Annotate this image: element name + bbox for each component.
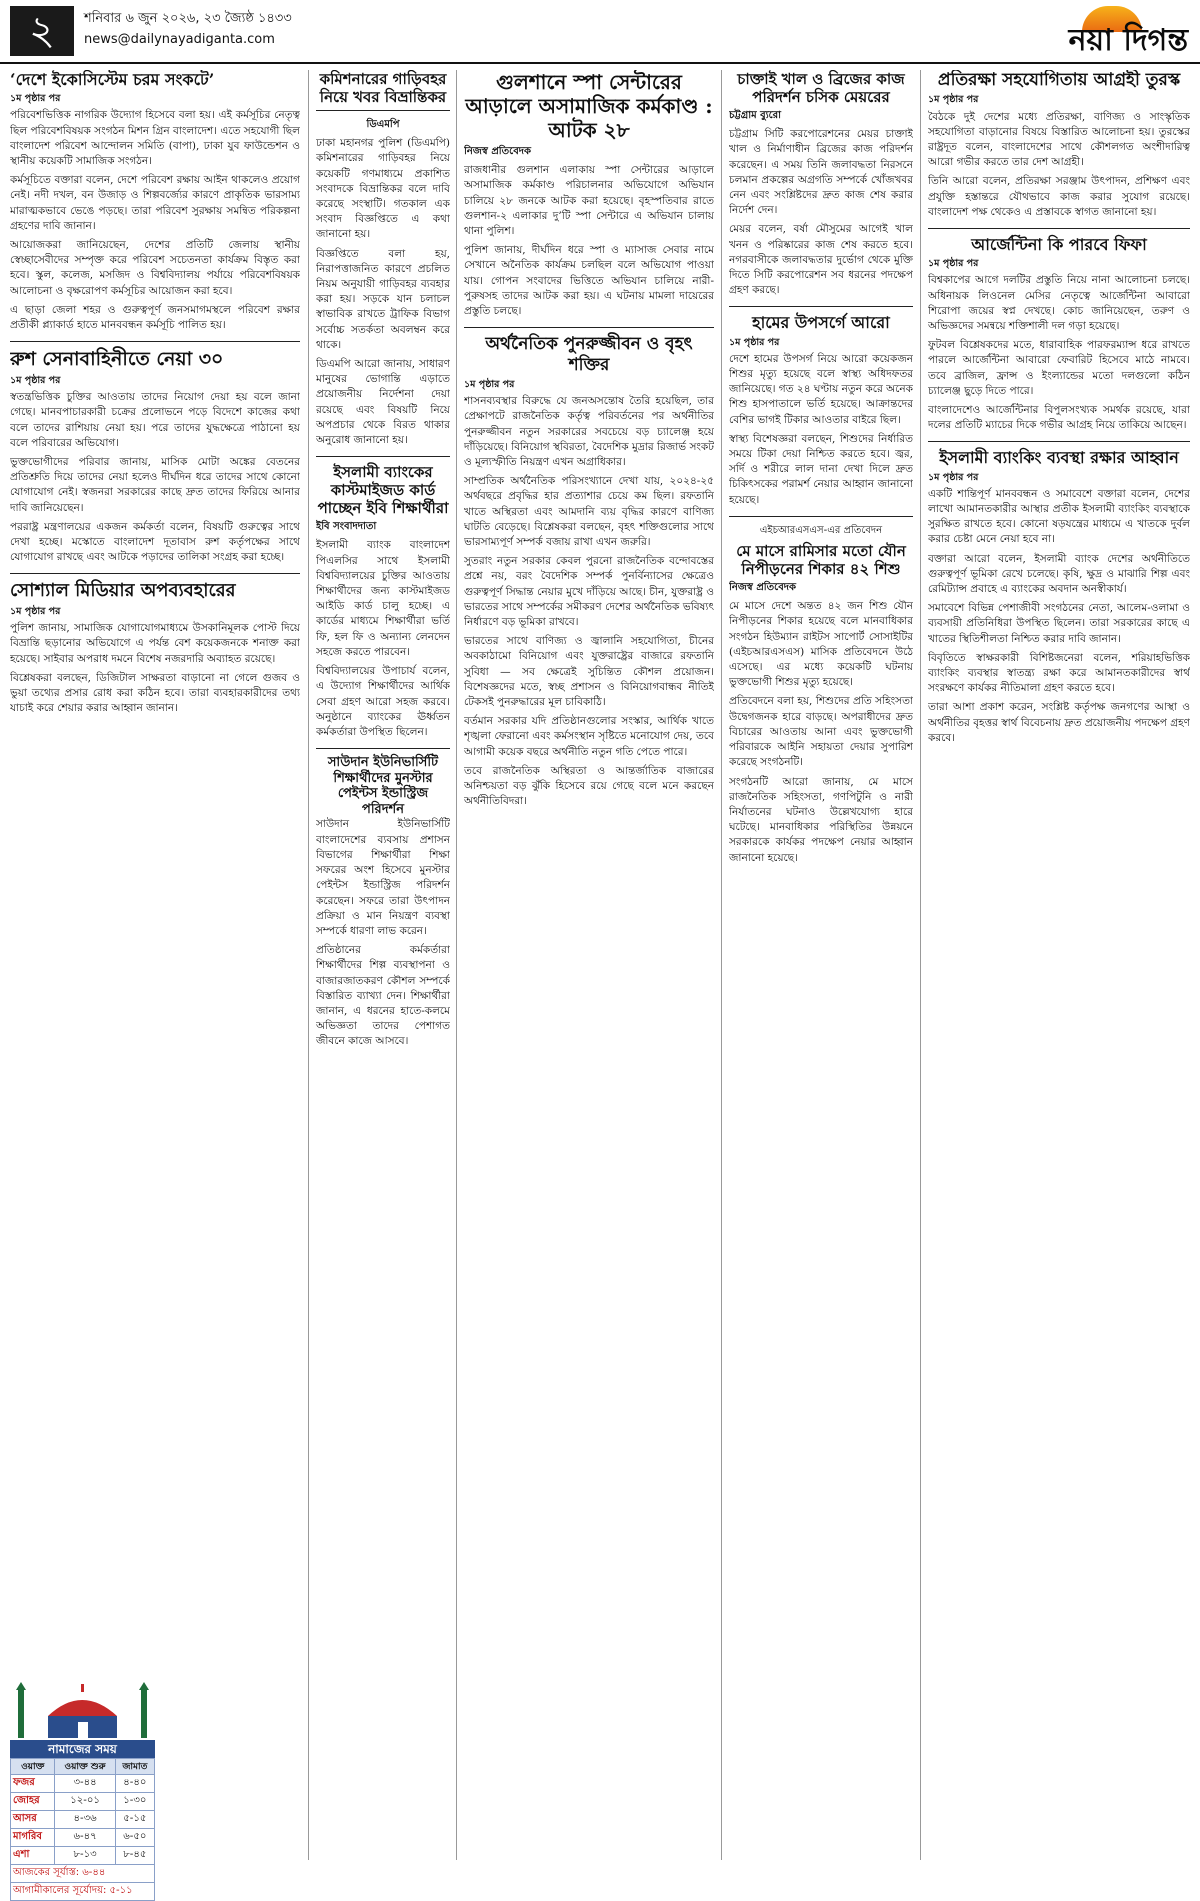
- continuation-label: ১ম পৃষ্ঠার পর: [729, 336, 780, 348]
- article-paragraph: ভারতের সাথে বাণিজ্য ও জ্বালানি সহযোগিতা, চীনের অবকাঠামো বিনিয়োগ এবং যুক্তরাষ্ট্রের বাজারে রফতানি সুবিধা — সব ক্ষেত্রেই সুচিন্তিত কৌশল প্রয়োজন। বিশেষজ্ঞদের মতে, স্বচ্ছ প্রশাসন ও বিনিয়োগবান্ধব নীতিই টেকসই পুনরুদ্ধারের মূল চাবিকাঠি।: [464, 635, 714, 709]
- prayer-start: ৩-৪৪: [55, 1775, 115, 1793]
- prayer-start: ৬-৪৭: [55, 1829, 115, 1847]
- article-paragraph: দেশে হামের উপসর্গ নিয়ে আরো কয়েকজন শিশুর মৃত্যু হয়েছে বলে স্বাস্থ্য অধিদফতর জানিয়েছে। গত ২৪ ঘণ্টায় নতুন করে অনেক শিশু হাসপাতালে ভর্তি হয়েছে। আক্রান্তদের বেশির ভাগই টিকার আওতার বাইরে ছিল।: [729, 352, 913, 426]
- article-separator: [10, 341, 300, 342]
- article-headline: কমিশনারের গাড়িবহর নিয়ে খবর বিভ্রান্তিকর: [316, 70, 450, 111]
- page-header: [0, 0, 1200, 64]
- article-headline: ইসলামী ব্যাংকের কাস্টমাইজড কার্ড পাচ্ছেন ইবি শিক্ষার্থীরা: [317, 463, 449, 518]
- continuation-label: ১ম পৃষ্ঠার পর: [10, 93, 61, 105]
- prayer-name: মাগরিব: [11, 1829, 55, 1847]
- article-paragraph: সুতরাং নতুন সরকার কেবল পুরনো রাজনৈতিক বন্দোবস্তের প্রশ্নে নয়, বরং বৈদেশিক সম্পর্ক পুনর্বিন্যাসের ক্ষেত্রেও গুরুত্বপূর্ণ সিদ্ধান্ত নেয়ার মুখে দাঁড়িয়ে আছে। চীন, যুক্তরাষ্ট্র ও ভারতের সাথে সম্পর্কের সমীকরণ দেশের অর্থনৈতিক ভবিষ্যৎ নির্ধারণে বড় ভূমিকা রাখবে।: [464, 555, 714, 629]
- article-paragraph: বিশ্লেষকরা বলছেন, ডিজিটাল সাক্ষরতা বাড়ানো না গেলে গুজব ও ভুয়া তথ্যের প্রসার রোধ করা কঠিন হবে। তারা ব্যবহারকারীদের তথ্য যাচাই করে শেয়ার করার আহ্বান জানান।: [10, 671, 300, 715]
- column-5: [928, 70, 1190, 1860]
- article-paragraph: তিনি আরো বলেন, প্রতিরক্ষা সরঞ্জাম উৎপাদন, প্রশিক্ষণ এবং প্রযুক্তি হস্তান্তরে যৌথভাবে কাজ করার সুযোগ রয়েছে। বাংলাদেশ পক্ষ থেকেও এ প্রস্তাবকে স্বাগত জানানো হয়।: [928, 175, 1190, 218]
- article-paragraph: আয়োজকরা জানিয়েছেন, দেশের প্রতিটি জেলায় স্থানীয় স্বেচ্ছাসেবীদের সম্পৃক্ত করে পরিবেশ সচেতনতা কার্যক্রম বিস্তৃত করা হবে। স্কুল, কলেজ, মসজিদ ও বিশ্ববিদ্যালয় পর্যায়ে পরিবেশবিষয়ক আলোচনা ও বৃক্ষরোপণ কর্মসূচির আয়োজন করা হবে।: [10, 239, 300, 297]
- article-paragraph: ইসলামী ব্যাংক বাংলাদেশ পিএলসির সাথে ইসলামী বিশ্ববিদ্যালয়ের চুক্তির আওতায় শিক্ষার্থীদের জন্য কাস্টমাইজড আইডি কার্ড চালু হচ্ছে। এ কার্ডের মাধ্যমে শিক্ষার্থীরা ভর্তি ফি, হল ফি ও অন্যান্য লেনদেন সহজে করতে পারবেন।: [316, 539, 450, 658]
- continuation-label: ১ম পৃষ্ঠার পর: [928, 258, 979, 270]
- prayer-col-header: ওয়াক্ত শুরু: [55, 1759, 115, 1775]
- continuation-label: ১ম পৃষ্ঠার পর: [928, 94, 979, 106]
- byline: ডিএমপি: [366, 119, 400, 130]
- article-paragraph: ডিএমপি আরো জানায়, সাধারণ মানুষের ভোগান্তি এড়াতে প্রয়োজনীয় নির্দেশনা দেয়া রয়েছে এবং বিষয়টি নিয়ে অপপ্রচার থেকে বিরত থাকার অনুরোধ জানানো হয়।: [316, 358, 450, 447]
- article-headline: সাউদান ইউনিভার্সিটি শিক্ষার্থীদের মুনস্টার পেইন্টস ইন্ডাস্ট্রিজ পরিদর্শন: [327, 755, 439, 817]
- article-separator: [928, 441, 1190, 442]
- column-2: [316, 70, 450, 1850]
- article-paragraph: ভুক্তভোগীদের পরিবার জানায়, মাসিক মোটা অঙ্কের বেতনের প্রতিশ্রুতি দিয়ে তাদের নেয়া হলেও দীর্ঘদিন ধরে তাদের সাথে কোনো যোগাযোগ নেই। স্বজনরা সরকারের কাছে দ্রুত তাদের ফিরিয়ে আনার দাবি জানিয়েছেন।: [10, 456, 300, 514]
- article-headline: অর্থনৈতিক পুনরুজ্জীবন ও বৃহৎ শক্তির: [485, 334, 693, 375]
- article-paragraph: চট্টগ্রাম সিটি করপোরেশনের মেয়র চাক্তাই খাল ও নির্মাণাধীন ব্রিজের কাজ পরিদর্শন করেছেন। এ সময় তিনি জলাবদ্ধতা নিরসনে চলমান প্রকল্পের অগ্রগতি সম্পর্কে খোঁজখবর নেন এবং সংশ্লিষ্টদের দ্রুত কাজ শেষ করার নির্দেশ দেন।: [729, 128, 913, 217]
- prayer-jamaat: ৮-৪৫: [115, 1847, 154, 1865]
- continuation-label: ১ম পৃষ্ঠার পর: [10, 375, 61, 387]
- column-divider: [920, 70, 921, 1860]
- article-paragraph: মেয়র বলেন, বর্ষা মৌসুমের আগেই খাল খনন ও পরিষ্কারের কাজ শেষ করতে হবে। নগরবাসীকে জলাবদ্ধতার দুর্ভোগ থেকে মুক্তি দিতে সিটি করপোরেশন সব ধরনের পদক্ষেপ গ্রহণ করছে।: [729, 223, 913, 297]
- column-1: [10, 70, 300, 1670]
- article-headline: ইসলামী ব্যাংকিং ব্যবস্থা রক্ষার আহ্বান: [939, 448, 1179, 468]
- prayer-table: [10, 1758, 155, 1901]
- prayer-name: জোহর: [11, 1793, 55, 1811]
- article-paragraph: পুলিশ জানায়, দীর্ঘদিন ধরে স্পা ও ম্যাসাজ সেবার নামে সেখানে অনৈতিক কার্যক্রম চলছিল বলে অভিযোগ পাওয়া যায়। গোপন সংবাদের ভিত্তিতে অভিযান চালিয়ে নারী-পুরুষসহ তাদের আটক করা হয়। এ ঘটনায় মামলা দায়েরের প্রস্তুতি চলছে।: [464, 244, 714, 318]
- column-divider: [308, 70, 309, 1860]
- column-3: [464, 70, 714, 1850]
- continuation-label: ১ম পৃষ্ঠার পর: [464, 379, 515, 391]
- article-paragraph: বাংলাদেশেও আর্জেন্টিনার বিপুলসংখ্যক সমর্থক রয়েছে, যারা দলের প্রতিটি ম্যাচের দিকে গভীর আগ্রহ নিয়ে তাকিয়ে আছেন।: [928, 404, 1190, 432]
- article-headline: আর্জেন্টিনা কি পারবে ফিফা: [971, 235, 1147, 255]
- article-paragraph: সাউদান ইউনিভার্সিটি বাংলাদেশের ব্যবসায় প্রশাসন বিভাগের শিক্ষার্থীরা শিক্ষা সফরের অংশ হিসেবে মুনস্টার পেইন্টস ইন্ডাস্ট্রিজ পরিদর্শন করেছেন। সফরে তারা উৎপাদন প্রক্রিয়া ও মান নিয়ন্ত্রণ ব্যবস্থা সম্পর্কে ধারণা লাভ করেন।: [316, 818, 450, 937]
- prayer-row: [11, 1829, 155, 1847]
- article-paragraph: শাসনব্যবস্থার বিরুদ্ধে যে জনঅসন্তোষ তৈরি হয়েছিল, তার প্রেক্ষাপটে রাজনৈতিক কর্তৃত্ব পরিবর্তনের পর অর্থনীতির পুনরুজ্জীবন নতুন সরকারের সবচেয়ে বড় চ্যালেঞ্জ হয়ে দাঁড়িয়েছে। বিনিয়োগ স্থবিরতা, বৈদেশিক মুদ্রার রিজার্ভ সংকট ও মূল্যস্ফীতি নিয়ন্ত্রণ এখন অগ্রাধিকার।: [464, 395, 714, 469]
- logo-text: নয়া দিগন্ত: [1068, 23, 1188, 58]
- byline: নিজস্ব প্রতিবেদক: [464, 146, 532, 157]
- page-number: ২: [10, 6, 74, 56]
- prayer-col-header: জামাত: [115, 1759, 154, 1775]
- article-paragraph: স্বাস্থ্য বিশেষজ্ঞরা বলছেন, শিশুদের নির্ধারিত সময়ে টিকা দেয়া নিশ্চিত করতে হবে। জ্বর, সর্দি ও শরীরে লাল দানা দেখা দিলে দ্রুত চিকিৎসকের পরামর্শ নেয়ার আহ্বান জানানো হয়েছে।: [729, 432, 913, 506]
- article-paragraph: বিবৃতিতে স্বাক্ষরকারী বিশিষ্টজনেরা বলেন, শরিয়াহভিত্তিক ব্যাংকিং ব্যবস্থার স্বাতন্ত্র্য রক্ষা করে আমানতকারীদের স্বার্থ সংরক্ষণে কার্যকর নীতিমালা গ্রহণ করতে হবে।: [928, 651, 1190, 695]
- prayer-jamaat: ১-৩০: [115, 1793, 154, 1811]
- prayer-jamaat: ৫-১৫: [115, 1811, 154, 1829]
- prayer-jamaat: ৬-৫০: [115, 1829, 154, 1847]
- article-paragraph: বৈঠকে দুই দেশের মধ্যে প্রতিরক্ষা, বাণিজ্য ও সাংস্কৃতিক সহযোগিতা বাড়ানোর বিষয়ে বিস্তারিত আলোচনা হয়। তুরস্কের রাষ্ট্রদূত বলেন, বাংলাদেশের সাথে কৌশলগত অংশীদারিত্ব আরো গভীর করতে তার দেশ আগ্রহী।: [928, 110, 1190, 169]
- contact-email: news@dailynayadiganta.com: [84, 32, 275, 47]
- article-paragraph: ফুটবল বিশ্লেষকদের মতে, ধারাবাহিক পারফরম্যান্স ধরে রাখতে পারলে আর্জেন্টিনা আবারো ফেবারিট হিসেবে মাঠে নামবে। তবে ব্রাজিল, ফ্রান্স ও ইংল্যান্ডের মতো দলগুলো কঠিন চ্যালেঞ্জ ছুড়ে দিতে পারে।: [928, 339, 1190, 397]
- article-paragraph: বিশ্বকাপের আগে দলটির প্রস্তুতি নিয়ে নানা আলোচনা চলছে। অধিনায়ক লিওনেল মেসির নেতৃত্বে আর্জেন্টিনা আবারো শিরোপা জয়ের স্বপ্ন দেখছে। কোচ জানিয়েছেন, তরুণ ও অভিজ্ঞদের সমন্বয়ে শক্তিশালী দল গড়া হয়েছে।: [928, 274, 1190, 333]
- byline: ইবি সংবাদদাতা: [316, 521, 377, 533]
- column-4: [729, 70, 913, 1850]
- article-paragraph: বর্তমান সরকার যদি প্রতিষ্ঠানগুলোর সংস্কার, আর্থিক খাতে শৃঙ্খলা ফেরানো এবং কর্মসংস্থান সৃষ্টিতে মনোযোগ দেয়, তবে আগামী কয়েক বছরে অর্থনীতি নতুন গতি পেতে পারে।: [464, 715, 714, 758]
- prayer-row: [11, 1775, 155, 1793]
- article-separator: [729, 306, 913, 307]
- article-paragraph: বক্তারা আরো বলেন, ইসলামী ব্যাংক দেশের অর্থনীতিতে গুরুত্বপূর্ণ ভূমিকা রেখে চলেছে। কৃষি, ক্ষুদ্র ও মাঝারি শিল্প এবং রেমিট্যান্স প্রবাহে এ ব্যাংকের অবদান অনস্বীকার্য।: [928, 552, 1190, 596]
- article-headline: হামের উপসর্গে আরো: [752, 313, 890, 333]
- article-headline: মে মাসে রামিসার মতো যৌন নিপীড়নের শিকার ৪২ শিশু: [736, 542, 906, 579]
- article-headline: ‘দেশে ইকোসিস্টেম চরম সংকটে’: [10, 70, 215, 89]
- byline: নিজস্ব প্রতিবেদক: [729, 582, 797, 594]
- article-paragraph: বিজ্ঞপ্তিতে বলা হয়, নিরাপত্তাজনিত কারণে প্রচলিত নিয়ম অনুযায়ী গাড়িবহর ব্যবহার করা হয়। সড়কে যান চলাচল স্বাভাবিক রাখতে ট্রাফিক বিভাগ সর্বোচ্চ সতর্কতা অবলম্বন করে থাকে।: [316, 247, 450, 351]
- article-paragraph: রাজধানীর গুলশান এলাকায় স্পা সেন্টারের আড়ালে অসামাজিক কর্মকাণ্ড পরিচালনার অভিযোগে অভিযান চালিয়ে ২৮ জনকে আটক করা হয়েছে। বৃহস্পতিবার রাতে গুলশান-২ এলাকার দু’টি স্পা সেন্টারে এ অভিযান চালায় থানা পুলিশ।: [464, 164, 714, 238]
- newspaper-logo: [1018, 6, 1188, 56]
- article-paragraph: একটি শান্তিপূর্ণ মানববন্ধন ও সমাবেশে বক্তারা বলেন, দেশের লাখো আমানতকারীর আস্থার প্রতীক ইসলামী ব্যাংকিং ব্যবস্থাকে সুরক্ষিত রাখতে হবে। কোনো ষড়যন্ত্রের মাধ্যমে এ খাতকে দুর্বল করার চেষ্টা মেনে নেয়া হবে না।: [928, 487, 1190, 546]
- prayer-row: [11, 1847, 155, 1865]
- prayer-jamaat: ৪-৪০: [115, 1775, 154, 1793]
- sunrise-time: আগামীকালের সূর্যোদয়: ৫-১১: [11, 1883, 155, 1901]
- article-paragraph: তবে রাজনৈতিক অস্থিরতা ও আন্তর্জাতিক বাজারের অনিশ্চয়তা বড় ঝুঁকি হিসেবে রয়ে গেছে বলে মনে করছেন অর্থনীতিবিদরা।: [464, 764, 714, 808]
- prayer-row: [11, 1793, 155, 1811]
- article-headline: সোশ্যাল মিডিয়ার অপব্যবহারের: [10, 580, 236, 602]
- article-paragraph: বিশ্ববিদ্যালয়ের উপাচার্য বলেন, এ উদ্যোগ শিক্ষার্থীদের আর্থিক সেবা গ্রহণ আরো সহজ করবে। অনুষ্ঠানে ব্যাংকের ঊর্ধ্বতন কর্মকর্তারা উপস্থিত ছিলেন।: [316, 665, 450, 738]
- article-paragraph: পররাষ্ট্র মন্ত্রণালয়ের একজন কর্মকর্তা বলেন, বিষয়টি গুরুত্বের সাথে দেখা হচ্ছে। মস্কোতে বাংলাদেশ দূতাবাস রুশ কর্তৃপক্ষের সাথে যোগাযোগ রাখছে এবং আটকে পড়াদের তালিকা সংগ্রহ করা হচ্ছে।: [10, 520, 300, 564]
- prayer-start: ১২-০১: [55, 1793, 115, 1811]
- prayer-title: নামাজের সময়: [10, 1740, 155, 1758]
- prayer-name: আসর: [11, 1811, 55, 1829]
- article-paragraph: তারা আশা প্রকাশ করেন, সংশ্লিষ্ট কর্তৃপক্ষ জনগণের আস্থা ও অর্থনীতির বৃহত্তর স্বার্থ বিবেচনায় দ্রুত প্রয়োজনীয় পদক্ষেপ গ্রহণ করবে।: [928, 701, 1190, 744]
- article-paragraph: প্রতিবেদনে বলা হয়, শিশুদের প্রতি সহিংসতা উদ্বেগজনক হারে বাড়ছে। অপরাধীদের দ্রুত বিচারের আওতায় আনা এবং ভুক্তভোগী পরিবারকে আইনি সহায়তা দেয়ার সুপারিশ করেছে সংগঠনটি।: [729, 695, 913, 769]
- byline: চট্টগ্রাম ব্যুরো: [729, 110, 782, 121]
- article-separator: [10, 573, 300, 574]
- article-paragraph: পুলিশ জানায়, সামাজিক যোগাযোগমাধ্যমে উসকানিমূলক পোস্ট দিয়ে বিভ্রান্তি ছড়ানোর অভিযোগে এ পর্যন্ত বেশ কয়েকজনকে শনাক্ত করা হয়েছে। সাইবার অপরাধ দমনে বিশেষ নজরদারি অব্যাহত রয়েছে।: [10, 622, 300, 665]
- prayer-start: ৮-১৩: [55, 1847, 115, 1865]
- article-paragraph: সমাবেশে বিভিন্ন পেশাজীবী সংগঠনের নেতা, আলেম-ওলামা ও ব্যবসায়ী প্রতিনিধিরা উপস্থিত ছিলেন। তারা সরকারের কাছে এ খাতের স্থিতিশীলতা নিশ্চিত করার দাবি জানান।: [928, 602, 1190, 645]
- article-paragraph: পরিবেশভিত্তিক নাগরিক উদ্যোগ হিসেবে বলা হয়। এই কর্মসূচির নেতৃত্ব ছিল পরিবেশবিষয়ক সংগঠন মিশন গ্রিন বাংলাদেশ। এতে সহযোগী ছিল বাংলাদেশ পরিবেশ আন্দোলন সমিতি (বাপা), ঢাকা যুব ফাউন্ডেশন ও স্থানীয় কয়েকটি সামাজিক সংগঠন।: [10, 109, 300, 167]
- article-separator: [316, 456, 450, 457]
- article-paragraph: এ ছাড়া জেলা শহর ও গুরুত্বপূর্ণ জনসমাগমস্থলে পরিবেশ রক্ষার প্রতীকী প্ল্যাকার্ড হাতে মানববন্ধন কর্মসূচি পালিত হয়।: [10, 303, 300, 332]
- article-paragraph: স্বতন্ত্রভিত্তিক চুক্তির আওতায় তাদের নিয়োগ দেয়া হয় বলে জানা গেছে। মানবপাচারকারী চক্রের প্রলোভনে পড়ে বিদেশে কাজের কথা বলে তাদের রাশিয়ায় নেয়া হয়। পরে তাদের যুদ্ধক্ষেত্রে পাঠানো হয় বলে পরিবারের অভিযোগ।: [10, 391, 300, 449]
- article-paragraph: প্রতিষ্ঠানের কর্মকর্তারা শিক্ষার্থীদের শিল্প ব্যবস্থাপনা ও বাজারজাতকরণ কৌশল সম্পর্কে বিস্তারিত ব্যাখ্যা দেন। শিক্ষার্থীরা জানান, এ ধরনের হাতে-কলমে অভিজ্ঞতা তাদের পেশাগত জীবনে কাজে আসবে।: [316, 944, 450, 1048]
- prayer-times-box: [10, 1682, 155, 1896]
- article-paragraph: ঢাকা মহানগর পুলিশ (ডিএমপি) কমিশনারের গাড়িবহর নিয়ে কয়েকটি গণমাধ্যমে প্রকাশিত সংবাদকে বিভ্রান্তিকর বলে দাবি করেছে সংস্থাটি। গতকাল এক সংবাদ বিজ্ঞপ্তিতে এ কথা জানানো হয়।: [316, 137, 450, 241]
- article-headline: প্রতিরক্ষা সহযোগিতায় আগ্রহী তুরস্ক: [937, 70, 1181, 90]
- mosque-icon: [10, 1682, 155, 1740]
- article-headline: রুশ সেনাবাহিনীতে নেয়া ৩০: [10, 348, 224, 371]
- article-paragraph: সাম্প্রতিক অর্থনৈতিক পরিসংখ্যানে দেখা যায়, ২০২৪-২৫ অর্থবছরে প্রবৃদ্ধির হার প্রত্যাশার চেয়ে কম ছিল। রফতানি খাতে অস্থিরতা এবং আমদানি ব্যয় বৃদ্ধির কারণে বাণিজ্য ঘাটতি বেড়েছে। বিশ্লেষকরা বলছেন, বৃহৎ শক্তিগুলোর সাথে ভারসাম্যপূর্ণ সম্পর্ক বজায় রাখা এখন জরুরি।: [464, 475, 714, 549]
- prayer-start: ৪-৩৬: [55, 1811, 115, 1829]
- article-separator: [729, 516, 913, 517]
- prayer-col-header: ওয়াক্ত: [11, 1759, 55, 1775]
- column-divider: [456, 70, 457, 1860]
- article-paragraph: কর্মসূচিতে বক্তারা বলেন, দেশে পরিবেশ রক্ষায় আইন থাকলেও প্রয়োগ নেই। নদী দখল, বন উজাড় ও শিল্পবর্জ্যের কারণে প্রাকৃতিক ভারসাম্য মারাত্মকভাবে ভেঙে পড়ছে। তারা পরিবেশ সুরক্ষায় সমন্বিত পরিকল্পনা গ্রহণের দাবি জানান।: [10, 174, 300, 232]
- sunset-time: আজকের সূর্যাস্ত: ৬-৪৪: [11, 1865, 155, 1883]
- prayer-name: ফজর: [11, 1775, 55, 1793]
- article-separator: [928, 228, 1190, 229]
- prayer-row: [11, 1811, 155, 1829]
- report-tag: এইচআরএসএস-এর প্রতিবেদন: [759, 524, 883, 536]
- prayer-name: এশা: [11, 1847, 55, 1865]
- issue-date: শনিবার ৬ জুন ২০২৬, ২৩ জ্যৈষ্ঠ ১৪৩৩: [84, 11, 292, 26]
- continuation-label: ১ম পৃষ্ঠার পর: [928, 471, 979, 483]
- article-headline: গুলশানে স্পা সেন্টারের আড়ালে অসামাজিক কর্মকাণ্ড : আটক ২৮: [465, 70, 713, 142]
- article-separator: [316, 748, 450, 749]
- column-divider: [721, 70, 722, 1860]
- article-paragraph: মে মাসে দেশে অন্তত ৪২ জন শিশু যৌন নিপীড়নের শিকার হয়েছে বলে মানবাধিকার সংগঠন হিউম্যান রাইটস সাপোর্ট সোসাইটির (এইচআরএসএস) মাসিক প্রতিবেদনে উঠে এসেছে। এর মধ্যে কয়েকটি ঘটনায় ভুক্তভোগী শিশুর মৃত্যু হয়েছে।: [729, 600, 913, 689]
- article-separator: [464, 327, 714, 328]
- article-paragraph: সংগঠনটি আরো জানায়, মে মাসে রাজনৈতিক সহিংসতা, গণপিটুনি ও নারী নির্যাতনের ঘটনাও উল্লেখযোগ্য হারে ঘটেছে। মানবাধিকার পরিস্থিতির উন্নয়নে সরকারকে কার্যকর পদক্ষেপ নেয়ার আহ্বান জানানো হয়েছে।: [729, 775, 913, 864]
- continuation-label: ১ম পৃষ্ঠার পর: [10, 606, 61, 618]
- article-headline: চাক্তাই খাল ও ব্রিজের কাজ পরিদর্শন চসিক মেয়রের: [737, 70, 905, 106]
